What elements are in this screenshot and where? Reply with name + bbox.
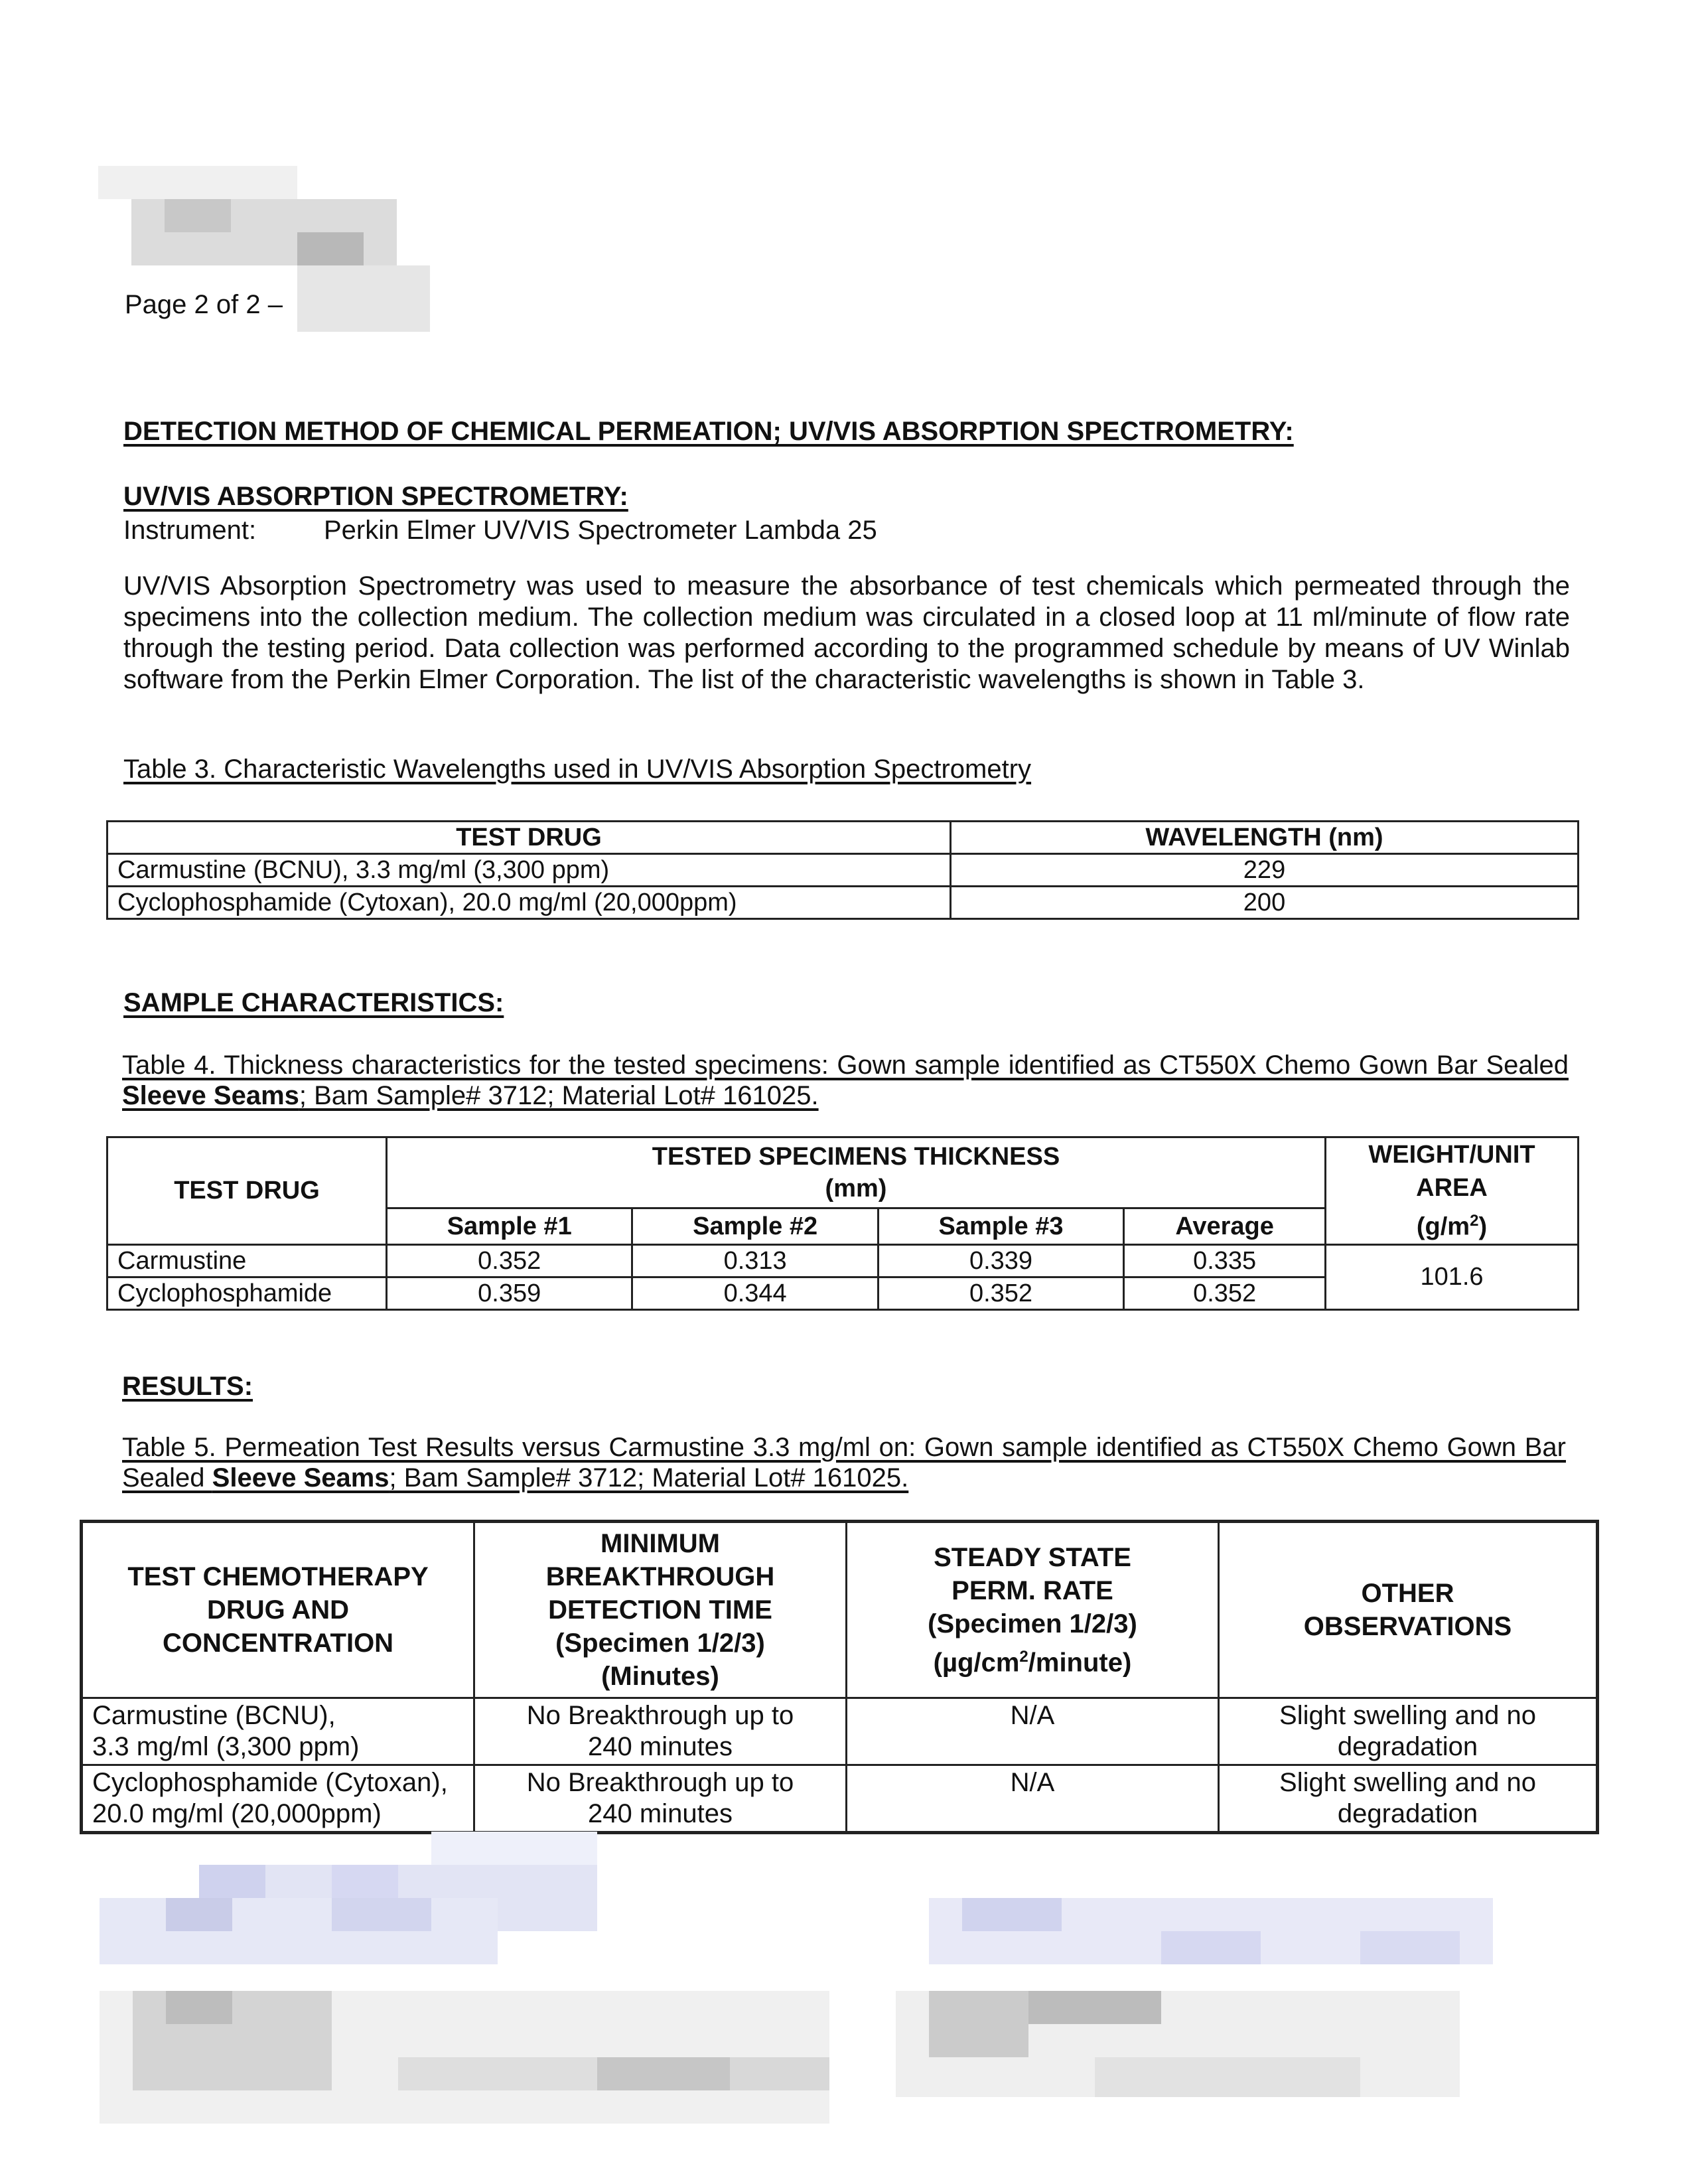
table4-caption: Table 4. Thickness characteristics for the tested specimens: Gown sample identified as CT550X Chemo Gown Bar Sealed Sleeve Seams; Bam Sample# 3712; Material Lot# 161025. [122,1051,1569,1110]
header-sample-3: Sample #3 [878,1208,1123,1244]
header-test-drug: TEST DRUG [107,1137,387,1245]
header-sample-2: Sample #2 [632,1208,878,1244]
table-row [82,1765,1598,1833]
header-test-drug: TEST DRUG [107,822,951,854]
instrument-label: Instrument: [123,516,257,545]
cell-average: 0.352 [1124,1277,1326,1309]
table-row [82,1698,1598,1765]
cell-drug: Cyclophosphamide (Cytoxan), 20.0 mg/ml (20,000ppm) [82,1765,474,1833]
redacted-signature-left [100,1832,829,2124]
table-3-wavelengths [106,820,1579,920]
table-row [107,887,1579,919]
cell-drug: Carmustine (BCNU), 3.3 mg/ml (3,300 ppm) [82,1698,474,1765]
cell-drug: Carmustine (BCNU), 3.3 mg/ml (3,300 ppm) [107,854,951,887]
table-header-row [82,1522,1598,1698]
table-row [107,1244,1579,1277]
header-thickness: TESTED SPECIMENS THICKNESS (mm) [387,1137,1326,1208]
header-perm-rate: STEADY STATE PERM. RATE (Specimen 1/2/3) $(\mu g/cm^2/minute)$ [847,1522,1219,1698]
cell-drug: Carmustine [107,1244,387,1277]
cell-sample-1: 0.359 [387,1277,632,1309]
cell-sample-3: 0.339 [878,1244,1123,1277]
page-label: Page 2 of 2 – [125,290,283,319]
redacted-signature-right [896,1898,1493,2097]
cell-breakthrough-time: No Breakthrough up to 240 minutes [474,1698,847,1765]
table-row [107,854,1579,887]
section-heading-sample: SAMPLE CHARACTERISTICS: [123,988,504,1017]
cell-average: 0.335 [1124,1244,1326,1277]
cell-sample-2: 0.313 [632,1244,878,1277]
header-average: Average [1124,1208,1326,1244]
cell-drug: Cyclophosphamide (Cytoxan), 20.0 mg/ml (20,000ppm) [107,887,951,919]
table-header-row [107,822,1579,854]
header-weight-unit-area: WEIGHT/UNIT AREA $(g/m^2)$ [1326,1137,1579,1245]
header-sample-1: Sample #1 [387,1208,632,1244]
cell-breakthrough-time: No Breakthrough up to 240 minutes [474,1765,847,1833]
cell-wavelength: 200 [951,887,1579,919]
header-other-observations: OTHER OBSERVATIONS [1219,1522,1598,1698]
cell-sample-3: 0.352 [878,1277,1123,1309]
cell-observations: Slight swelling and no degradation [1219,1698,1598,1765]
instrument-value: Perkin Elmer UV/VIS Spectrometer Lambda 25 [324,516,877,545]
cell-perm-rate: N/A [847,1698,1219,1765]
header-breakthrough-time: MINIMUM BREAKTHROUGH DETECTION TIME (Specimen 1/2/3) (Minutes) [474,1522,847,1698]
cell-sample-2: 0.344 [632,1277,878,1309]
subheading-uvvis: UV/VIS ABSORPTION SPECTROMETRY: [123,482,628,511]
section-heading-results: RESULTS: [122,1372,253,1401]
table5-caption: Table 5. Permeation Test Results versus Carmustine 3.3 mg/ml on: Gown sample identified as CT550X Chemo Gown Bar Sealed Sleeve Seams; Bam Sample# 3712; Material Lot# 161025. [122,1433,1566,1492]
table-header-row [107,1137,1579,1208]
cell-drug: Cyclophosphamide [107,1277,387,1309]
cell-weight-value: 101.6 [1326,1244,1579,1309]
table3-caption: Table 3. Characteristic Wavelengths used in UV/VIS Absorption Spectrometry [123,755,1032,784]
cell-perm-rate: N/A [847,1765,1219,1833]
method-paragraph: UV/VIS Absorption Spectrometry was used to measure the absorbance of test chemicals which permeated through the specimens into the collection medium. The collection medium was circulated in a closed loop at 11 ml/minute of flow rate through the testing period. Data collection was performed according to the programmed schedule by means of UV Winlab software from the Perkin Elmer Corporation. The list of the characteristic wavelengths is shown in Table 3. [123,571,1570,694]
table-4-thickness [106,1136,1579,1311]
cell-observations: Slight swelling and no degradation [1219,1765,1598,1833]
table-5-permeation-results [80,1520,1599,1834]
cell-wavelength: 229 [951,854,1579,887]
section-heading-detection: DETECTION METHOD OF CHEMICAL PERMEATION; UV/VIS ABSORPTION SPECTROMETRY: [123,417,1294,446]
cell-sample-1: 0.352 [387,1244,632,1277]
header-test-drug: TEST CHEMOTHERAPY DRUG AND CONCENTRATION [82,1522,474,1698]
header-wavelength: WAVELENGTH (nm) [951,822,1579,854]
